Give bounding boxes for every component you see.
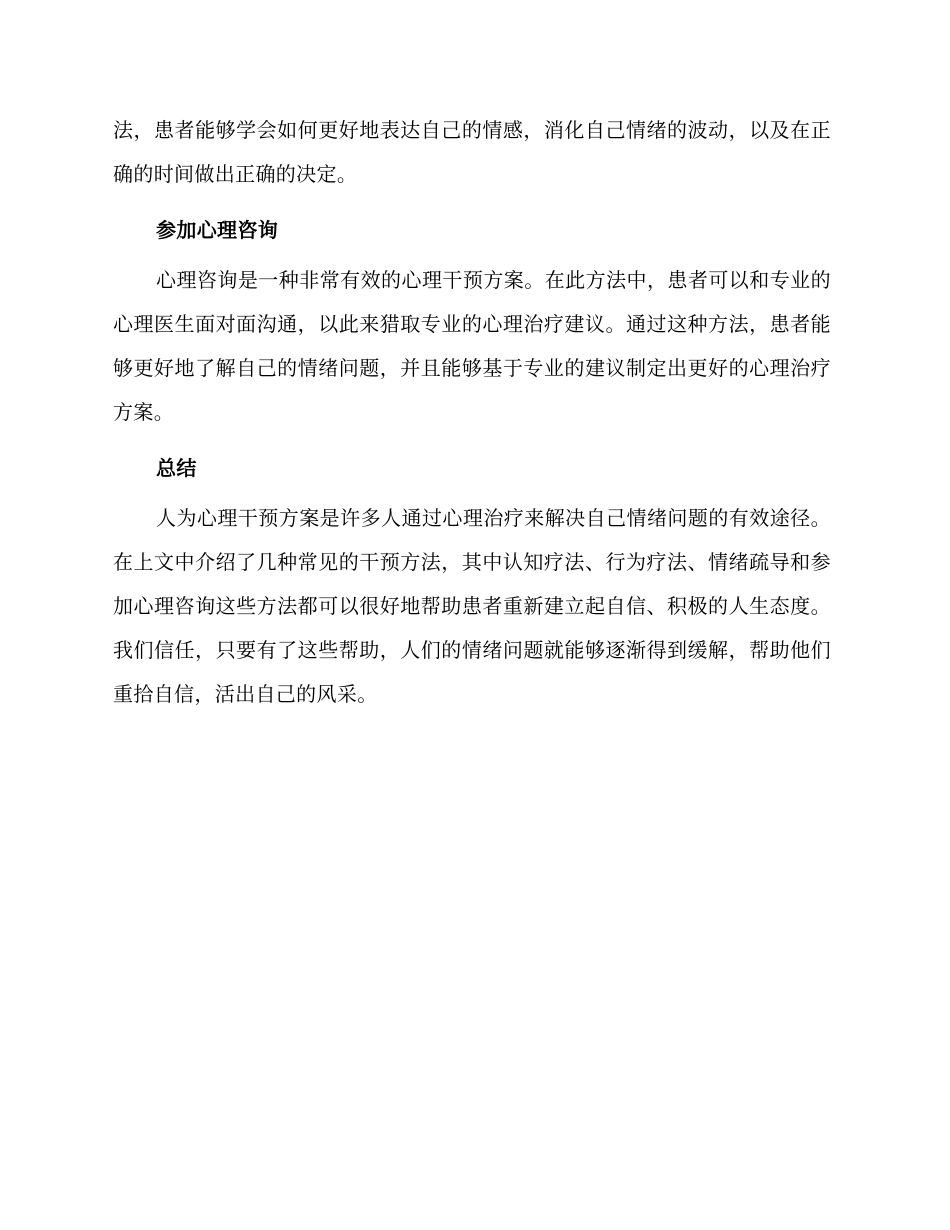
continued-paragraph: 法，患者能够学会如何更好地表达自己的情感，消化自己情绪的波动，以及在正确的时间做出正确的决定。 — [113, 118, 831, 186]
section-heading-counseling: 参加心理咨询 — [156, 218, 279, 242]
section-heading-summary: 总结 — [156, 456, 197, 480]
paragraph-gap — [113, 196, 831, 202]
document-body — [113, 108, 831, 716]
paragraph-gap — [113, 434, 831, 440]
section-body-counseling: 心理咨询是一种非常有效的心理干预方案。在此方法中，患者可以和专业的心理医生面对面沟通，以此来猎取专业的心理治疗建议。通过这种方法，患者能够更好地了解自己的情绪问题，并且能够基于专业的建议制定出更好的心理治疗方案。 — [113, 268, 831, 424]
section-body-summary: 人为心理干预方案是许多人通过心理治疗来解决自己情绪问题的有效途径。在上文中介绍了几种常见的干预方法，其中认知疗法、行为疗法、情绪疏导和参加心理咨询这些方法都可以很好地帮助患者重新建立起自信、积极的人生态度。我们信任，只要有了这些帮助，人们的情绪问题就能够逐渐得到缓解，帮助他们重拾自信，活出自己的风采。 — [113, 506, 831, 706]
